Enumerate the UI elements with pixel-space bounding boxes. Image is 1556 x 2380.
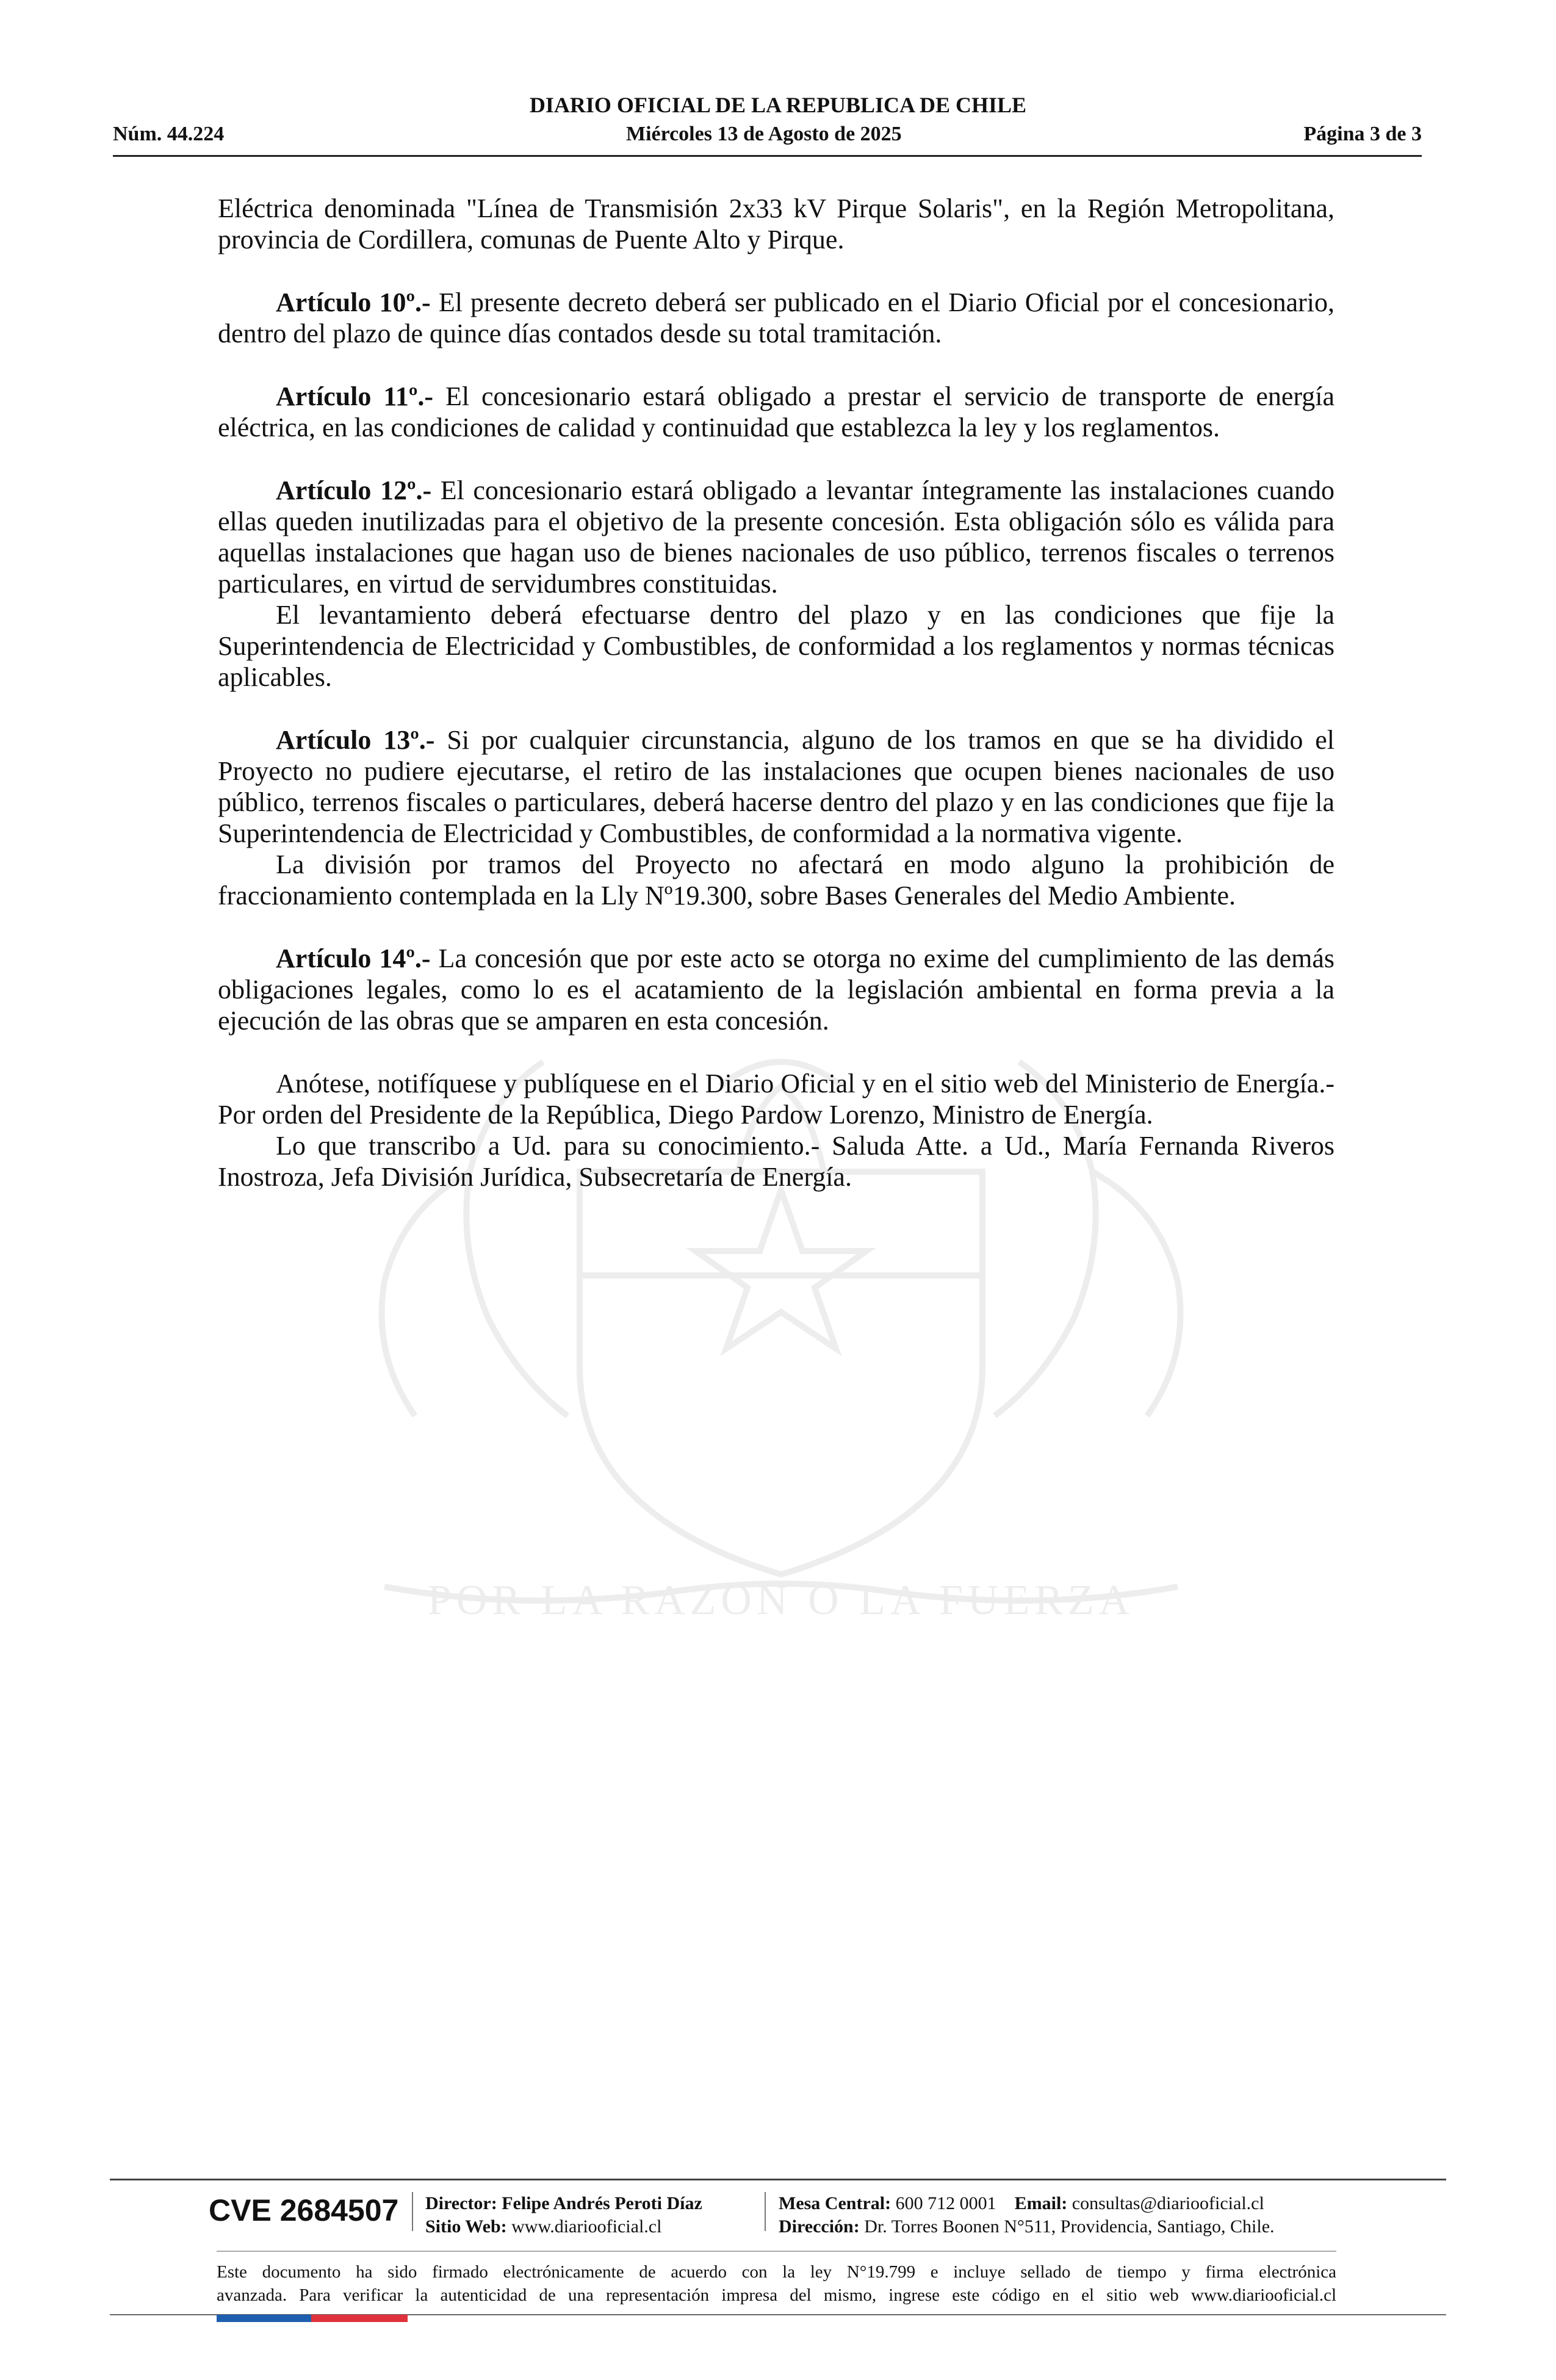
article-11-text: El concesionario estará obligado a prestar el servicio de transporte de energía eléctrica, en las condiciones de calidad y continuidad que establezca la ley y los reglamentos. (218, 381, 1335, 442)
footer-top-divider (110, 2179, 1446, 2180)
article-13-paragraph-2: La división por tramos del Proyecto no afectará en modo alguno la prohibición de fraccionamiento contemplada en la Lly Nº19.300, sobre Bases Generales del Medio Ambiente. (218, 849, 1334, 911)
issue-date: Miércoles 13 de Agosto de 2025 (625, 123, 902, 145)
footer-separator (765, 2192, 766, 2231)
flag-stripe-blue (217, 2315, 311, 2322)
article-13-label: Artículo 13º.- (276, 725, 435, 755)
article-12 (218, 475, 1334, 599)
article-12-text: El concesionario estará obligado a levantar íntegramente las instalaciones cuando ellas queden inutilizadas para el objetivo de la presente concesión. Esta obligación sólo es válida para aquellas instalaciones que hagan uso de bienes nacionales de uso público, terrenos fiscales o terrenos particulares, en virtud de servidumbres constituidas. (218, 475, 1334, 599)
email-label: Email: (1014, 2193, 1068, 2213)
legal-line-1: Este documento ha sido firmado electrónicamente de acuerdo con la ley N°19.799 e incluye sellado de tiempo y firma electrónica (217, 2262, 1336, 2282)
cve-code: CVE 2684507 (209, 2193, 399, 2227)
footer-middle-divider (217, 2251, 1336, 2252)
article-14-text: La concesión que por este acto se otorga no exime del cumplimiento de las demás obligaciones legales, como lo es el acatamiento de la legislación ambiental en forma previa a la ejecución de las obras que se amparen en esta concesión. (218, 943, 1334, 1036)
seal-motto: POR LA RAZON O LA FUERZA (427, 1577, 1135, 1624)
article-10-label: Artículo 10º.- (276, 287, 431, 317)
phone-number: 600 712 0001 (895, 2193, 996, 2213)
footer-separator (412, 2192, 413, 2231)
header-divider (113, 155, 1422, 157)
article-11 (218, 381, 1334, 443)
legal-line-2: avanzada. Para verificar la autenticidad de una representación impresa del mismo, ingrese este código en el sitio web www.diariooficial.cl (217, 2285, 1336, 2305)
article-12-paragraph-2: El levantamiento deberá efectuarse dentro del plazo y en las condiciones que fije la Superintendencia de Electricidad y Combustibles, de conformidad a los reglamentos y normas técnicas aplicables. (218, 600, 1334, 692)
director-name: Felipe Andrés Peroti Díaz (502, 2193, 702, 2213)
publication-title: DIARIO OFICIAL DE LA REPUBLICA DE CHILE (529, 93, 1027, 117)
issue-number: Núm. 44.224 (113, 123, 225, 145)
article-10 (218, 287, 1334, 349)
article-14 (218, 943, 1334, 1036)
legal-notice (217, 2260, 1336, 2307)
article-12-label: Artículo 12º.- (276, 475, 432, 505)
email-link[interactable]: consultas@diariooficial.cl (1072, 2193, 1264, 2213)
footer-director-block (425, 2192, 702, 2238)
header-row (113, 121, 1422, 148)
document-body (218, 193, 1334, 1192)
paragraph-continuation: Eléctrica denominada "Línea de Transmisión 2x33 kV Pirque Solaris", en la Región Metropolitana, provincia de Cordillera, comunas de Puente Alto y Pirque. (218, 193, 1334, 254)
flag-stripe-red (311, 2315, 408, 2322)
address-label: Dirección: (779, 2216, 860, 2237)
footer-contact-block (779, 2192, 1275, 2238)
director-label: Director: (425, 2193, 497, 2213)
closing-paragraph: Anótese, notifíquese y publíquese en el Diario Oficial y en el sitio web del Ministerio de Energía.- Por orden del Presidente de la República, Diego Pardow Lorenzo, Ministro de Energía. (218, 1069, 1334, 1130)
article-13 (218, 724, 1334, 849)
article-10-text: El presente decreto deberá ser publicado en el Diario Oficial por el concesionario, dentro del plazo de quince días contados desde su total tramitación. (218, 287, 1334, 348)
article-13-text: Si por cualquier circunstancia, alguno de los tramos en que se ha dividido el Proyecto no pudiere ejecutarse, el retiro de las instalaciones que ocupen bienes nacionales de uso público, terrenos fiscales o particulares, deberá hacerse dentro del plazo y en las condiciones que fije la Superintendencia de Electricidad y Combustibles, de conformidad a la normativa vigente. (218, 725, 1334, 848)
website-label: Sitio Web: (425, 2216, 507, 2237)
address-text: Dr. Torres Boonen N°511, Providencia, Santiago, Chile. (864, 2216, 1275, 2237)
article-11-label: Artículo 11º.- (276, 381, 434, 411)
article-14-label: Artículo 14º.- (276, 943, 431, 973)
phone-label: Mesa Central: (779, 2193, 891, 2213)
website-link[interactable]: www.diariooficial.cl (511, 2216, 662, 2237)
page-indicator: Página 3 de 3 (1303, 123, 1422, 145)
closing-signature: Lo que transcribo a Ud. para su conocimiento.- Saluda Atte. a Ud., María Fernanda Riveros Inostroza, Jefa División Jurídica, Subsecretaría de Energía. (218, 1131, 1334, 1192)
